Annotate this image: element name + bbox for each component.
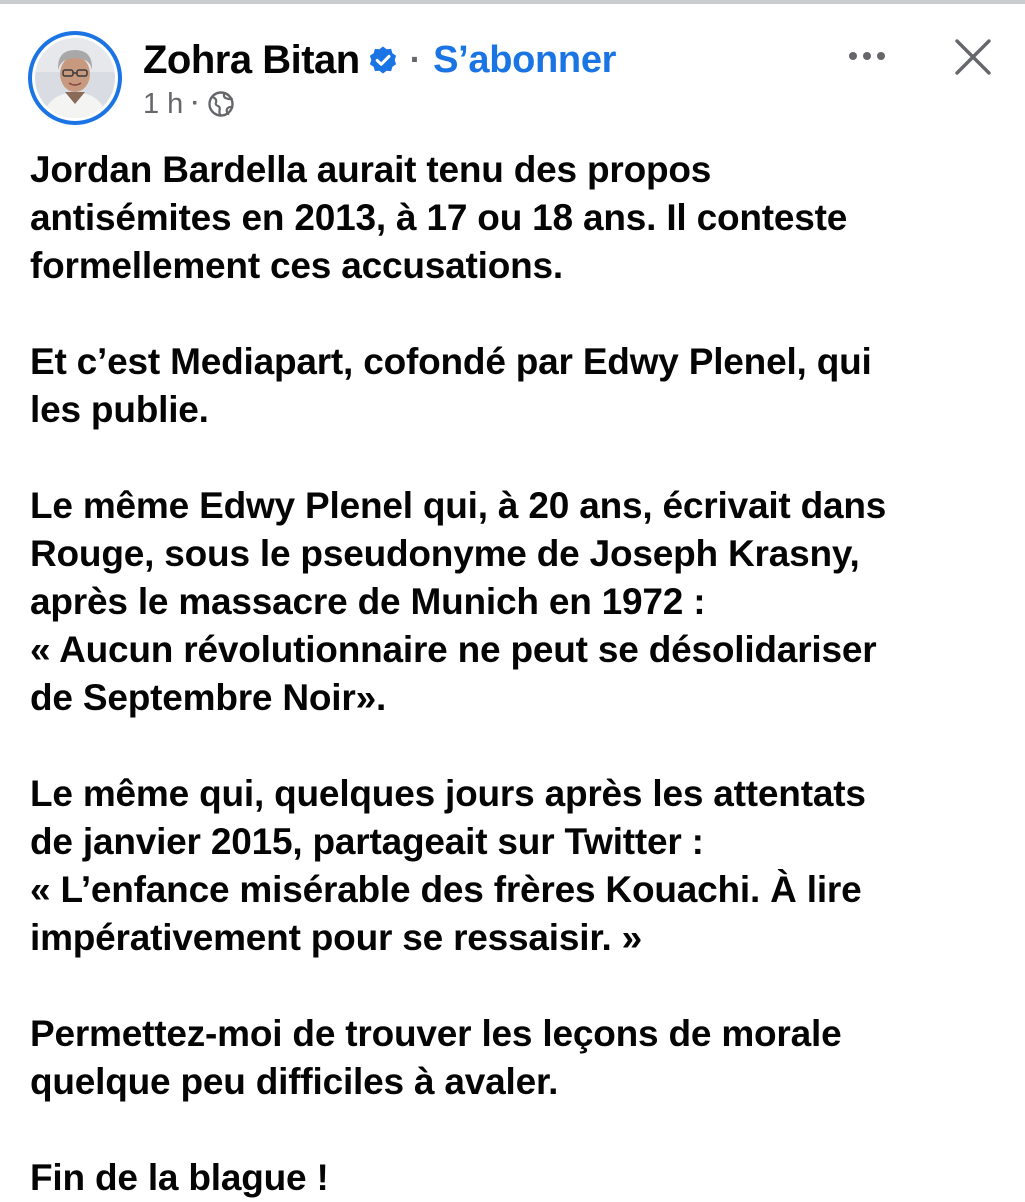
post-meta	[143, 86, 235, 122]
post-text-line: quelque peu difficiles à avaler.	[30, 1061, 559, 1102]
post-text-line: les publie.	[30, 389, 209, 430]
post-text-line: Le même Edwy Plenel qui, à 20 ans, écrivait dans	[30, 485, 887, 526]
more-options-icon	[847, 50, 887, 62]
post-timestamp[interactable]: 1 h	[143, 87, 184, 120]
post-paragraph	[30, 1010, 1000, 1106]
avatar[interactable]	[28, 31, 122, 125]
post-text-line: de janvier 2015, partageait sur Twitter :	[30, 821, 704, 862]
avatar-ring	[32, 35, 118, 121]
post-text-line: Fin de la blague !	[30, 1157, 329, 1198]
post-paragraph	[30, 482, 1000, 722]
post-text-line: Et c’est Mediapart, cofondé par Edwy Plenel, qui	[30, 341, 872, 382]
post-text-line: Jordan Bardella aurait tenu des propos	[30, 149, 712, 190]
post-paragraph	[30, 1154, 1000, 1202]
globe-icon[interactable]	[207, 90, 235, 118]
post-text-line: « L’enfance misérable des frères Kouachi. À lire	[30, 869, 862, 910]
post-text-line: formellement ces accusations.	[30, 245, 563, 286]
post-text-line: Le même qui, quelques jours après les attentats	[30, 773, 866, 814]
verified-badge-icon	[368, 45, 398, 75]
name-follow-separator: ·	[409, 40, 422, 79]
post-paragraph	[30, 146, 1000, 290]
post-body	[30, 146, 1000, 1202]
follow-button[interactable]: S’abonner	[433, 38, 617, 81]
avatar-photo	[35, 38, 115, 118]
post-text-line: impérativement pour se ressaisir. »	[30, 917, 643, 958]
close-icon	[954, 38, 992, 76]
post-paragraph	[30, 770, 1000, 962]
post-text-line: Permettez-moi de trouver les leçons de morale	[30, 1013, 842, 1054]
post-text-line: de Septembre Noir».	[30, 677, 387, 718]
post-text-line: après le massacre de Munich en 1972 :	[30, 581, 706, 622]
meta-separator: ·	[191, 90, 200, 117]
post-paragraph	[30, 338, 1000, 434]
post-header	[0, 0, 1025, 130]
post-text-line: Rouge, sous le pseudonyme de Joseph Krasny,	[30, 533, 860, 574]
author-row	[143, 36, 616, 84]
author-name[interactable]: Zohra Bitan	[143, 37, 360, 82]
post-text-line: antisémites en 2013, à 17 ou 18 ans. Il conteste	[30, 197, 848, 238]
close-button[interactable]	[948, 32, 998, 82]
more-options-button[interactable]	[842, 38, 892, 74]
post-text-line: « Aucun révolutionnaire ne peut se désolidariser	[30, 629, 877, 670]
